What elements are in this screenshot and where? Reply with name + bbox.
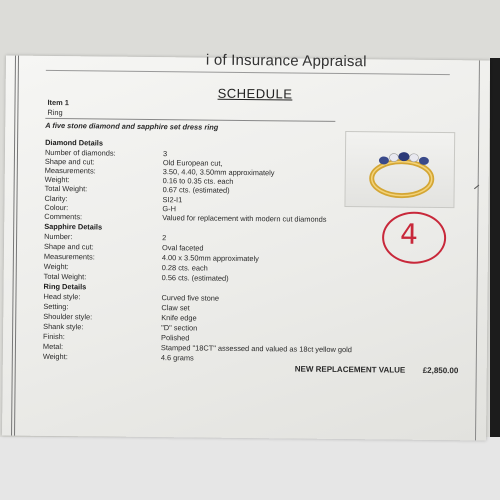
document-header: i of Insurance Appraisal (205, 51, 367, 71)
sapphire-label: Measurements: (43, 251, 95, 262)
appraisal-document (2, 51, 490, 440)
ring-label: Head style: (43, 291, 81, 302)
ring-value: Polished (161, 333, 190, 343)
ring-photo (344, 131, 455, 208)
header-rule (46, 70, 450, 75)
right-border (475, 60, 480, 440)
sapphire-label: Total Weight: (43, 271, 87, 282)
diamond-value: SI2-I1 (162, 195, 183, 205)
ring-value: Curved five stone (161, 293, 220, 303)
handwritten-number: 4 (399, 217, 419, 251)
diamond-details-heading: Diamond Details (45, 137, 104, 148)
ring-label: Finish: (43, 331, 65, 342)
replacement-value: £2,850.00 (422, 365, 459, 376)
sapphire-details-heading: Sapphire Details (44, 221, 103, 232)
left-border (11, 56, 19, 436)
diamond-value: Old European cut, (162, 158, 223, 168)
diamond-value: G-H (162, 204, 177, 214)
item-type: Ring (47, 107, 63, 118)
sapphire-value: 0.28 cts. each (161, 263, 208, 273)
ring-label: Setting: (43, 301, 69, 312)
diamond-value: 3.50, 4.40, 3.50mm approximately (162, 167, 275, 178)
ring-value: 4.6 grams (160, 353, 194, 363)
diamond-value: 0.67 cts. (estimated) (162, 185, 230, 195)
diamond-label: Colour: (44, 202, 69, 213)
ring-value: Claw set (161, 303, 190, 313)
schedule-title: SCHEDULE (217, 85, 293, 102)
diamond-label: Measurements: (44, 165, 96, 176)
ring-label: Shank style: (43, 321, 84, 332)
sapphire-value: 4.00 x 3.50mm approximately (161, 253, 259, 264)
diamond-label: Weight: (44, 174, 70, 185)
ring-label: Shoulder style: (43, 311, 93, 322)
ring-label: Metal: (42, 341, 64, 352)
replacement-label: NEW REPLACEMENT VALUE (294, 364, 406, 375)
sapphire-value: 0.56 cts. (estimated) (161, 273, 229, 283)
ring-details-heading: Ring Details (43, 281, 87, 292)
ring-value: Knife edge (161, 313, 197, 323)
sapphire-label: Number: (44, 231, 73, 242)
diamond-label: Number of diamonds: (44, 147, 116, 158)
item-description: A five stone diamond and sapphire set dress ring (45, 120, 219, 132)
dark-edge (490, 58, 500, 438)
item-number: Item 1 (47, 97, 69, 108)
ring-value: Stamped "18CT" assessed and valued as 18ct yellow gold (160, 343, 352, 355)
diamond-value: 0.16 to 0.35 cts. each (162, 176, 234, 186)
diamond-label: Shape and cut: (44, 156, 95, 167)
sapphire-value: 2 (162, 233, 167, 243)
diamond-label: Total Weight: (44, 183, 88, 194)
ring-label: Weight: (42, 351, 68, 362)
diamond-value: Valued for replacement with modern cut diamonds (162, 213, 327, 224)
background-surface (0, 437, 500, 500)
sapphire-label: Shape and cut: (43, 241, 94, 252)
diamond-label: Clarity: (44, 193, 68, 204)
ring-value: "D" section (161, 323, 198, 333)
sapphire-label: Weight: (43, 261, 69, 272)
diamond-label: Comments: (44, 211, 83, 222)
sapphire-value: Oval faceted (161, 243, 204, 253)
ring-image (345, 132, 454, 207)
diamond-value: 3 (162, 149, 168, 159)
